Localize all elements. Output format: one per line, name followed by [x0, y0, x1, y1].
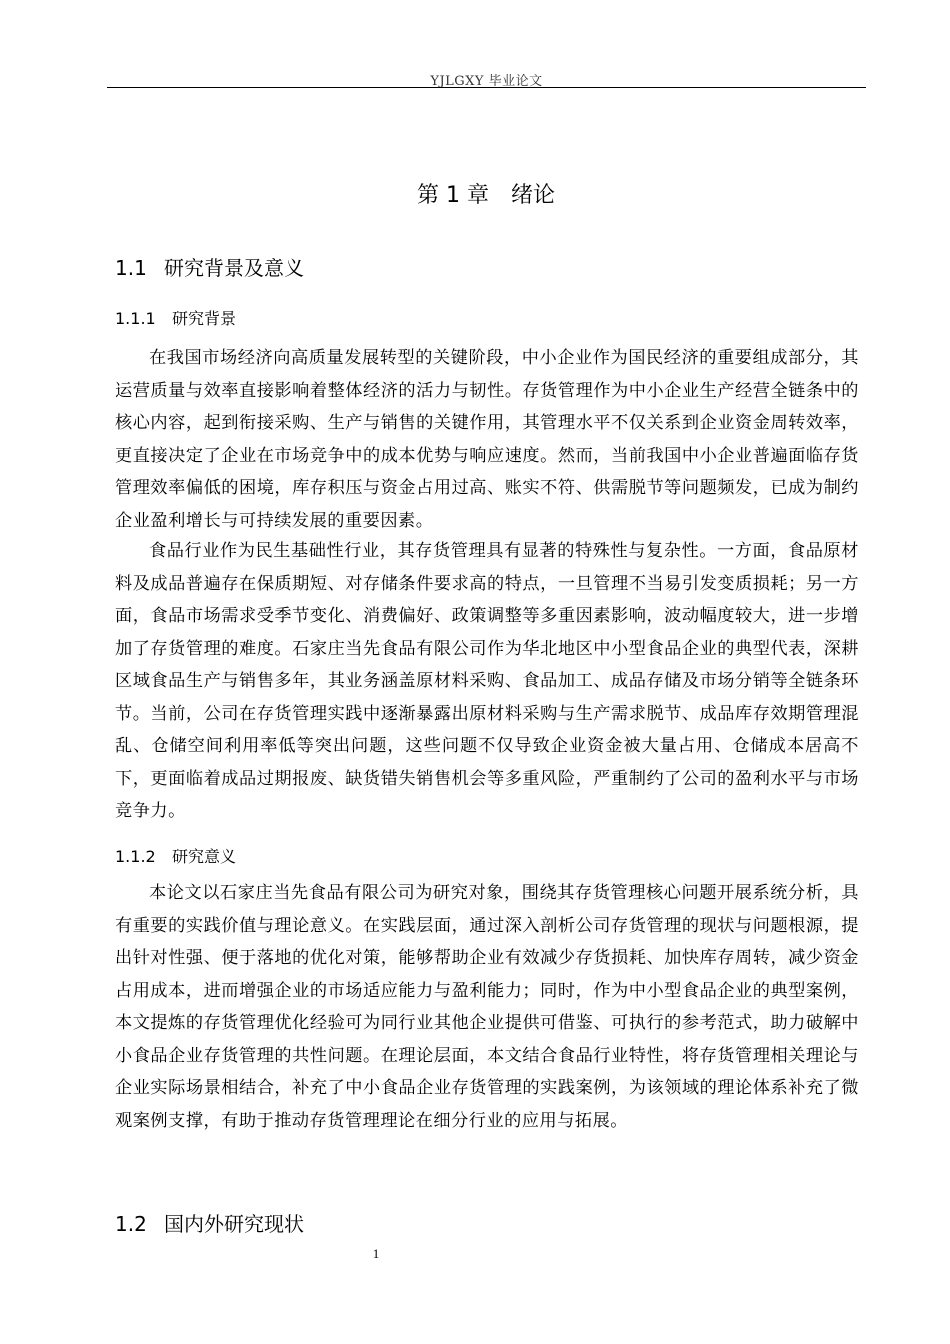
chapter-title: 第 1 章 绪论	[417, 183, 555, 208]
subsection-title: 研究意义	[172, 847, 237, 866]
section-title: 国内外研究现状	[164, 1212, 304, 1236]
paragraph-research-background-1: 在我国市场经济向高质量发展转型的关键阶段，中小企业作为国民经济的重要组成部分，其运营质量与效率直接影响着整体经济的活力与韧性。存货管理作为中小企业生产经营全链条中的核心内容，起到衔接采购、生产与销售的关键作用，其管理水平不仅关系到企业资金周转效率，更直接决定了企业在市场竞争中的成本优势与响应速度。然而，当前我国中小企业普遍面临存货管理效率偏低的困境，库存积压与资金占用过高、账实不符、供需脱节等问题频发，已成为制约企业盈利增长与可持续发展的重要因素。	[115, 348, 859, 531]
page-number: 1	[372, 1246, 380, 1261]
header-divider	[107, 87, 866, 88]
section-heading-1-2	[115, 1208, 304, 1237]
paragraph-research-background-2: 食品行业作为民生基础性行业，其存货管理具有显著的特殊性与复杂性。一方面，食品原材料及成品普遍存在保质期短、对存储条件要求高的特点，一旦管理不当易引发变质损耗；另一方面，食品市场需求受季节变化、消费偏好、政策调整等多重因素影响，波动幅度较大，进一步增加了存货管理的难度。石家庄当先食品有限公司作为华北地区中小型食品企业的典型代表，深耕区域食品生产与销售多年，其业务涵盖原材料采购、食品加工、成品存储及市场分销等全链条环节。当前，公司在存货管理实践中逐渐暴露出原材料采购与生产需求脱节、成品库存效期管理混乱、仓储空间利用率低等突出问题，这些问题不仅导致企业资金被大量占用、仓储成本居高不下，更面临着成品过期报废、缺货错失销售机会等多重风险，严重制约了公司的盈利水平与市场竞争力。	[115, 541, 859, 821]
subsection-number: 1.1.1	[115, 309, 156, 328]
subsection-number: 1.1.2	[115, 847, 156, 866]
subsection-heading-1-1-1	[115, 306, 236, 329]
section-number: 1.2	[115, 1212, 147, 1236]
paragraph-research-significance: 本论文以石家庄当先食品有限公司为研究对象，围绕其存货管理核心问题开展系统分析，具有重要的实践价值与理论意义。在实践层面，通过深入剖析公司存货管理的现状与问题根源，提出针对性强、便于落地的优化对策，能够帮助企业有效减少存货损耗、加快库存周转，减少资金占用成本，进而增强企业的市场适应能力与盈利能力；同时，作为中小型食品企业的典型案例，本文提炼的存货管理优化经验可为同行业其他企业提供可借鉴、可执行的参考范式，助力破解中小食品企业存货管理的共性问题。在理论层面，本文结合食品行业特性，将存货管理相关理论与企业实际场景相结合，补充了中小食品企业存货管理的实践案例，为该领域的理论体系补充了微观案例支撑，有助于推动存货管理理论在细分行业的应用与拓展。	[115, 883, 859, 1131]
section-number: 1.1	[115, 256, 147, 280]
section-heading-1-1	[115, 252, 304, 281]
page-header: YJLGXY 毕业论文	[430, 74, 543, 89]
subsection-heading-1-1-2	[115, 844, 236, 867]
section-title: 研究背景及意义	[164, 256, 304, 280]
subsection-title: 研究背景	[172, 309, 237, 328]
